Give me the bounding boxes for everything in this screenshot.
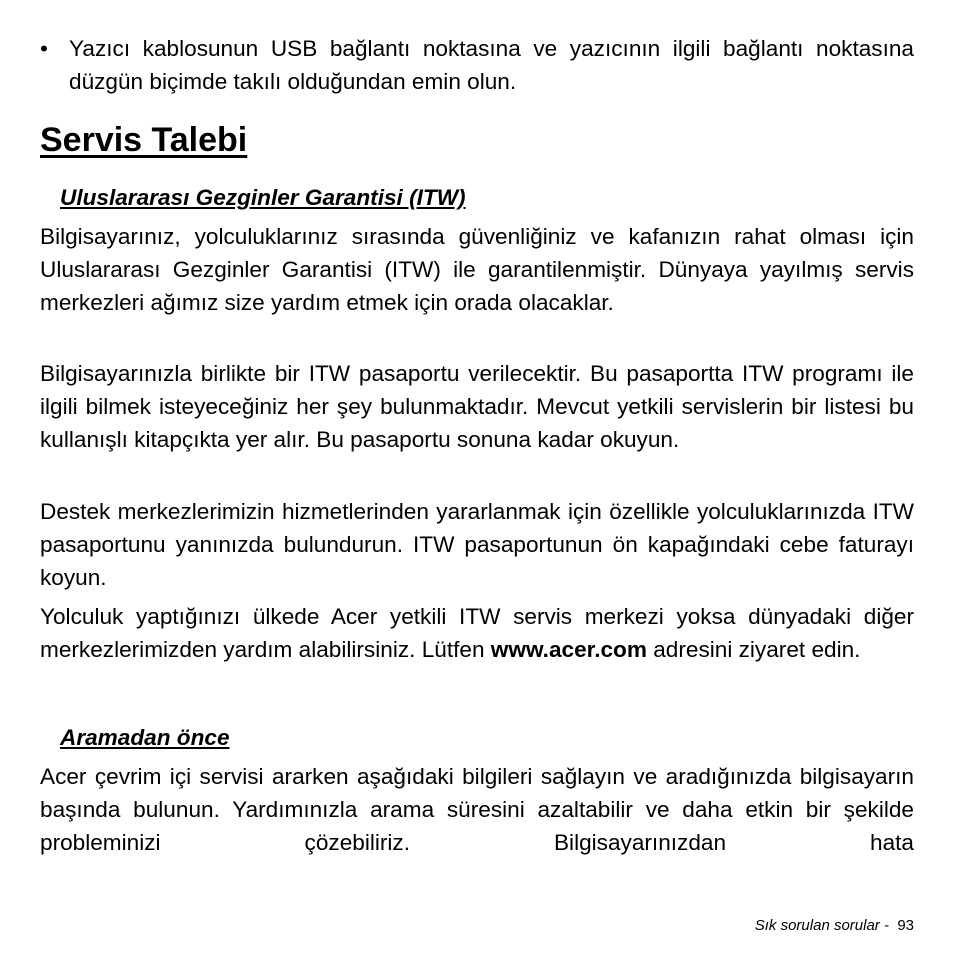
before-call-paragraph: Acer çevrim içi servisi ararken aşağıdaki bilgileri sağlayın ve aradığınızda bilgisayarın başında bulunun. Yardımınızla arama süresini azaltabilir ve daha etkin bir şekilde probleminizi çözebiliriz. Bilgisayarınızdan hata [40,764,914,855]
itw-paragraph-3: Destek merkezlerimizin hizmetlerinden yararlanmak için özellikle yolculuklarınızda ITW pasaportunu yanınızda bulundurun. ITW pasaportunun ön kapağındaki cebe faturayı koyun. [40,499,914,590]
page-number: 93 [897,917,914,934]
footer-section-label: Sık sorulan sorular - [754,917,889,934]
bullet-text: Yazıcı kablosunun USB bağlantı noktasına ve yazıcının ilgili bağlantı noktasına düzgün biçimde takılı olduğundan emin olun. [69,36,914,94]
bullet-marker: • [40,36,48,61]
itw-paragraph-4-lead: Yolculuk yaptığınızı ülkede Acer yetkili ITW servis merkezi yoksa dünyadaki diğer merkezlerimizden yardım alabilirsiniz. Lütfen [40,604,914,662]
subheading-itw: Uluslararası Gezginler Garantisi (ITW) [60,185,466,210]
itw-paragraph-4 [40,600,914,666]
subheading-before-calling: Aramadan önce [60,725,230,750]
itw-paragraph-1: Bilgisayarınız, yolculuklarınız sırasında güvenliğiniz ve kafanızın rahat olması için Uluslararası Gezginler Garantisi (ITW) ile garantilenmiştir. Dünyaya yayılmış servis merkezleri ağımız size yardım etmek için orada olacaklar. [40,224,914,315]
bullet-list-item [40,32,914,98]
itw-paragraph-2: Bilgisayarınızla birlikte bir ITW pasaportu verilecektir. Bu pasaportta ITW programı ile ilgili bilmek isteyeceğiniz her şey bulunmaktadır. Mevcut yetkili servislerin bir listesi bu kullanışlı kitapçıkta yer alır. Bu pasaportu sonuna kadar okuyun. [40,361,914,452]
section-title: Servis Talebi [40,121,248,159]
page-footer [755,915,914,937]
itw-paragraph-4-tail: adresini ziyaret edin. [653,637,861,662]
acer-website-link[interactable]: www.acer.com [490,637,647,662]
